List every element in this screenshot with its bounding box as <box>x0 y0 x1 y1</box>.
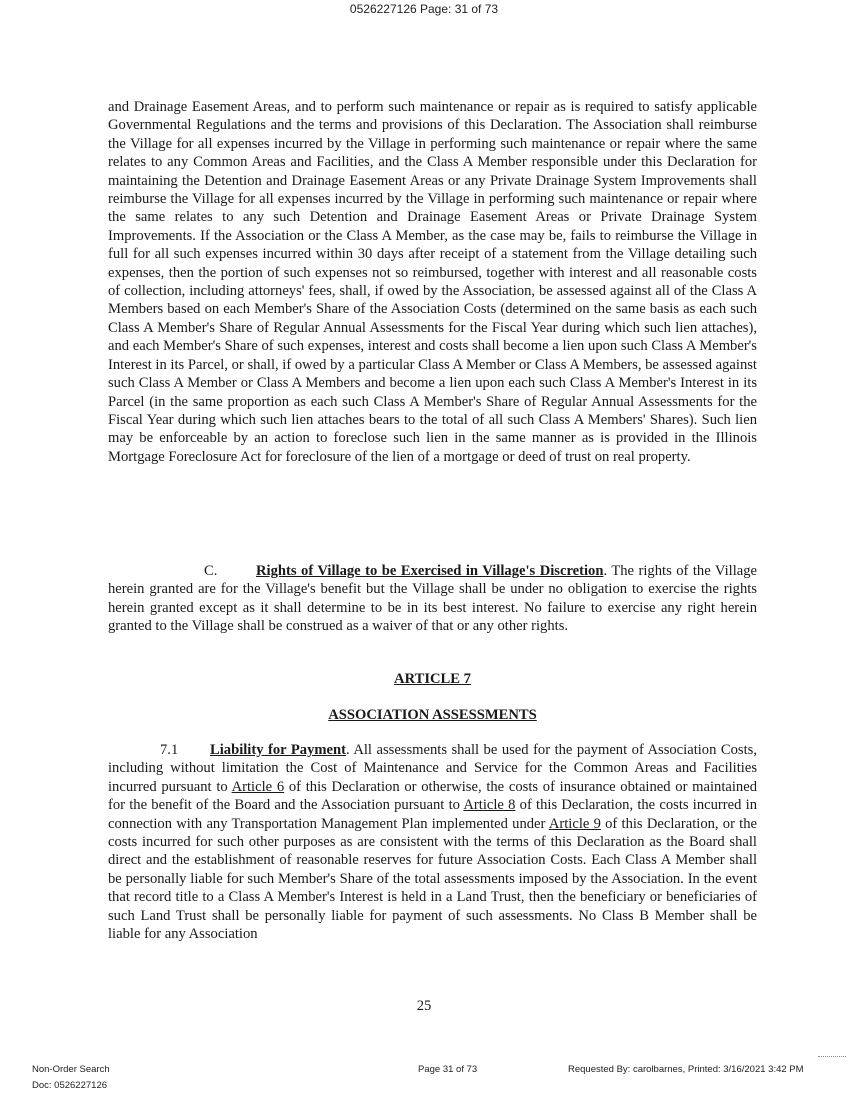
page-number: 25 <box>416 998 432 1014</box>
article-6-reference: Article 6 <box>231 778 285 795</box>
article-8-reference: Article 8 <box>463 797 516 814</box>
section-7-1-heading: Liability for Payment <box>210 742 346 758</box>
document-page-header: 0526227126 Page: 31 of 73 <box>349 2 499 16</box>
paragraph-7-1 <box>108 741 757 943</box>
footer-requested-by: Requested By: carolbarnes, Printed: 3/16/2021 3:42 PM <box>568 1064 804 1075</box>
paragraph-drainage-reimbursement <box>108 98 757 466</box>
section-7-1-text-2: of this Declaration or otherwise, the costs of insurance obtained or maintained for the benefit of the Board and the Association pursuant to <box>108 778 757 814</box>
section-7-1-text-3: of this Declaration, the costs incurred in connection with any Transportation Management Plan implemented under <box>108 797 758 832</box>
article-9-reference: Article 9 <box>548 815 601 832</box>
section-7-1-label: 7.1 <box>160 742 179 758</box>
footer-doc-number: Doc: 0526227126 <box>32 1080 108 1091</box>
section-7-1-text-1: . All assessments shall be used for the payment of Association Costs, including without limitation the Cost of Maintenance and Service for the Common Areas and Facilities incurred pursuant to <box>108 742 757 795</box>
section-c-heading: Rights of Village to be Exercised in Village's Discretion <box>256 563 604 579</box>
paragraph-text: and Drainage Easement Areas, and to perform such maintenance or repair as is required to satisfy applicable Governmental Regulations and the terms and provisions of this Declaration. The Association shall reimburse the Village for all expenses incurred by the Village in performing such maintenance or repair where the same relates to any Common Areas and Facilities, and the Class A Member responsible under this Declaration for maintaining the Detention and Drainage Easement Areas or any Private Drainage System Improvements shall reimburse the Village for all expenses incurred by the Village in performing such maintenance or repair where the same relates to any such Detention and Drainage Easement Areas or Private Drainage System Improvements. If the Association or the Class A Member, as the case may be, fails to reimburse the Village in full for all such expenses incurred within 30 days after receipt of a statement from the Village detailing such expenses, then the portion of such expenses not so reimbursed, together with interest and all reasonable costs of collection, including attorneys' fees, shall, if owed by the Association, be assessed against all of the Class A Members based on each Member's Share of the Association Costs (determined on the same basis as each such Class A Member's Share of Regular Annual Assessments for the Fiscal Year during which such lien attaches), and each Member's Share of such expenses, interest and costs shall become a lien upon such Class A Member's Interest in its Parcel, or shall, if owed by a particular Class A Member or Class A Members, be assessed against such Class A Member or Class A Members and become a lien upon each such Class A Member's Interest in its Parcel (in the same proportion as each such Class A Member's Share of Regular Annual Assessments for the Fiscal Year during which such lien attaches bears to the total of all such Class A Members' Shares). Such lien may be enforceable by an action to foreclose such lien in the same manner as is provided in the Illinois Mortgage Foreclosure Act for foreclosure of the lien of a mortgage or deed of trust on real property. <box>108 99 757 465</box>
section-c-paragraph <box>108 562 757 636</box>
article-heading: ARTICLE 7 <box>394 671 471 687</box>
section-7-1-paragraph <box>108 741 757 943</box>
section-c-text: . The rights of the Village herein granted are for the Village's benefit but the Village shall be under no obligation to exercise the rights herein granted except as it shall determine to be in its best interest. No failure to exercise any right herein granted to the Village shall be construed as a waiver of that or any other rights. <box>108 563 758 635</box>
paragraph-section-c <box>108 562 757 636</box>
section-7-1-text-4: of this Declaration, or the costs incurred for such other purposes as are consistent with the terms of this Declaration as the Board shall direct and the establishment of reasonable reserves for future Association Costs. Each Class A Member shall be personally liable for such Member's Share of the total assessments imposed by the Association. In the event that record title to a Class A Member's Interest is held in a Land Trust, then the beneficiary or beneficiaries of such Land Trust shall be personally liable for payment of such assessments. No Class B Member shall be liable for any Association <box>108 815 758 943</box>
article-title: ASSOCIATION ASSESSMENTS <box>328 707 537 723</box>
scan-mark <box>818 1056 846 1058</box>
section-c-label: C. <box>204 563 218 579</box>
footer-page-count: Page 31 of 73 <box>418 1064 478 1075</box>
footer-search-type: Non-Order Search <box>32 1064 110 1075</box>
